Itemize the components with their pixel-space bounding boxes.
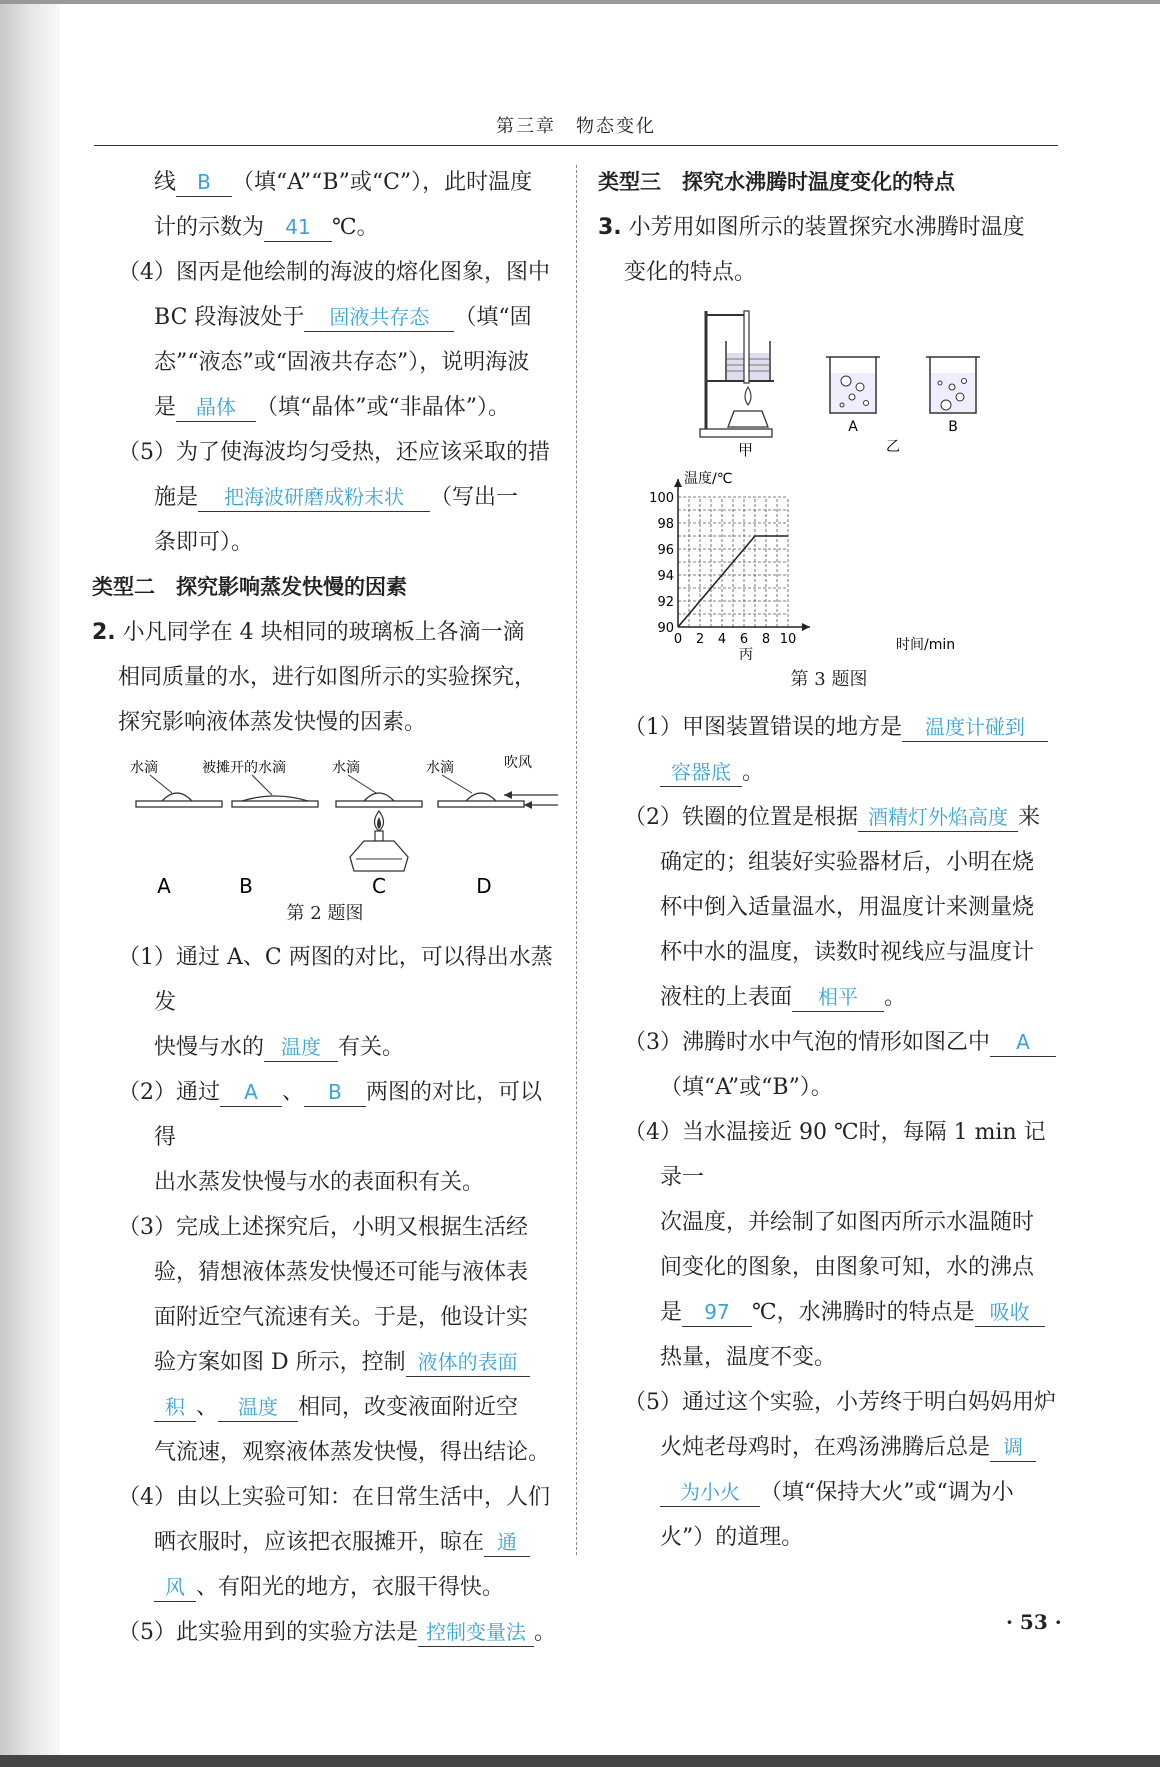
water-b [931,373,975,412]
section-heading-type2: 类型二 探究影响蒸发快慢的因素 [92,575,407,599]
answer-blank: A [990,1028,1056,1057]
fig3-label-a: A [848,419,858,435]
chart-xlabel: 时间/min [896,637,956,653]
water-drop-a [162,793,192,801]
y-tick-label: 90 [657,621,674,636]
right-column [598,160,1060,1560]
header-rule [94,145,1058,146]
figure-3-apparatus [598,301,1060,461]
answer-blank: 调 [990,1433,1036,1462]
x-tick-label: 4 [717,632,727,647]
fig3-label-jia: 甲 [738,441,754,459]
x-tick-label: 0 [673,632,683,647]
answer-blank: 控制变量法 [418,1618,534,1647]
answer-blank: 温度 [218,1393,298,1422]
label-blow-wind: 吹风 [504,755,532,771]
bubble-icon [962,379,967,384]
top-border [0,0,1160,4]
sub-q4: （4）由以上实验可知：在日常生活中，人们 晒衣服时，应该把衣服摊开，晾在 通 风 、有阳光的地方，衣服干得快。 [118,1485,550,1600]
alcohol-lamp-icon [350,841,408,871]
x-tick-label: 10 [779,632,797,647]
fig2-label-d: D [476,874,492,895]
answer-blank: 晶体 [176,393,256,422]
leader-line [348,775,376,793]
arrowhead-icon [504,791,512,799]
glass-plate-a [136,801,222,807]
water-drop-d [466,793,496,801]
bubble-icon [856,383,864,391]
y-axis-arrow-icon [674,479,682,487]
answer-blank: 把海波研磨成粉末状 [198,483,430,512]
sub-q5: （5）此实验用到的实验方法是 控制变量法 。 [118,1620,557,1645]
bubble-icon [949,384,955,390]
answer-blank: 吸收 [975,1298,1045,1327]
answer-blank: 固液共存态 [304,303,454,332]
x-tick-label: 8 [761,632,771,647]
y-tick-label: 100 [649,491,674,506]
page-number: · 53 · [1006,1610,1062,1634]
glass-plate-c [336,801,422,807]
y-tick-label: 92 [657,595,674,610]
fig3-label-b: B [948,419,958,435]
leader-line [252,775,272,795]
q1-cont-line1: 线 B （填“A”“B”或“C”），此时温度 [154,170,533,195]
fig2-label-a: A [157,874,171,895]
answer-blank: 通 [484,1528,530,1557]
q1-cont-line2: 计的示数为 41 ℃。 [154,215,379,240]
answer-blank: 容器底 [660,758,742,787]
leader-line [442,775,472,793]
bubble-icon [840,403,844,407]
arrowhead-icon [524,801,532,809]
sub-q3: （3）完成上述探究后，小明又根据生活经 验，猜想液体蒸发快慢还可能与液体表 面附近空气流速有关。于是，他设计实 验方案如图 D 所示，控制 液体的表面 积 、 温度 相同，改变液面附近空 气流速，观察液体蒸发快慢，得出结论。 [118,1215,551,1465]
answer-blank: 酒精灯外焰高度 [858,803,1018,832]
bubble-icon [841,376,851,386]
answer-blank: A [220,1078,282,1107]
section-heading-type3: 类型三 探究水沸腾时温度变化的特点 [598,170,955,194]
answer-blank: 相平 [792,983,884,1012]
figure-2-caption: 第 2 题图 [286,903,364,924]
running-header: 第三章 物态变化 [496,116,656,137]
answer-blank: 温度 [264,1033,338,1062]
answer-blank: 风 [154,1573,196,1602]
answer-blank: 97 [682,1298,752,1327]
x-tick-label: 2 [695,632,705,647]
fig3-label-yi: 乙 [886,439,900,455]
figure-2 [92,745,558,895]
x-tick-label: 6 [739,632,749,647]
y-tick-label: 98 [657,517,674,532]
label-spread-drop: 被摊开的水滴 [202,760,286,776]
sub-q3: （3）沸腾时水中气泡的情形如图乙中 A （填“A”或“B”）。 [598,1020,1060,1110]
sub-q4: （4）当水温接近 90 ℃时，每隔 1 min 记录一 次温度，并绘制了如图丙所示水温随时 间变化的图象，由图象可知，水的沸点 是 97 ℃，水沸腾时的特点是 吸收 热量，温度不变。 [624,1120,1046,1370]
fig3-label-bing: 丙 [739,647,753,661]
bubble-icon [938,381,942,385]
x-axis-arrow-icon [802,623,810,631]
bottom-border [0,1755,1160,1767]
thermometer-icon [744,311,749,383]
problem-3-stem: 3. 小芳用如图所示的装置探究水沸腾时温度 变化的特点。 [598,215,1025,285]
left-column [92,160,558,1655]
stand-base [700,429,772,437]
sub-q1: （1）甲图装置错误的地方是 温度计碰到 容器底 。 [598,705,1060,795]
bubble-icon [849,394,855,400]
page-edge-shadow [0,0,60,1767]
bubble-icon [956,393,964,401]
label-water-drop-d: 水滴 [426,760,454,776]
glass-plate-b [232,801,318,807]
bubble-icon [941,400,951,410]
answer-blank: B [176,168,232,197]
sub-q2: （2）通过 A 、 B 两图的对比，可以得 出水蒸发快慢与水的表面积有关。 [118,1080,543,1195]
sub-q5: （5）通过这个实验，小芳终于明白妈妈用炉 火炖老母鸡时，在鸡汤沸腾后总是 调 为小火 （填“保持大火”或“调为小 火”）的道理。 [624,1390,1056,1550]
label-water-drop-a: 水滴 [130,760,158,776]
lamp-wick-holder [375,831,383,841]
label-water-drop-c: 水滴 [332,760,360,776]
figure-3-caption: 第 3 题图 [790,669,868,690]
q4: （4）图丙是他绘制的海波的熔化图象，图中 BC 段海波处于 固液共存态 （填“固 态”“液态”或“固液共存态”），说明海波 是 晶体 （填“晶体”或“非晶体”）。 [118,260,550,420]
fig2-label-c: C [372,874,386,895]
water-a [831,373,875,412]
answer-blank: 41 [264,213,332,242]
glass-plate-d [438,801,524,807]
sub-q2: （2）铁圈的位置是根据 酒精灯外焰高度 来 确定的；组装好实验器材后，小明在烧 杯中倒入适量温水，用温度计来测量烧 杯中水的温度，读数时视线应与温度计 液柱的上表面 相平 。 [624,805,1041,1010]
chart-ylabel: 温度/℃ [684,471,733,487]
fig2-label-b: B [239,874,253,895]
sub-q1: （1）通过 A、C 两图的对比，可以得出水蒸发 快慢与水的 温度 有关。 [118,945,553,1060]
answer-blank: 积 [154,1393,196,1422]
leader-line [150,775,172,793]
answer-blank: 液体的表面 [406,1348,530,1377]
flame-icon [745,387,751,405]
answer-blank: B [304,1078,366,1107]
column-divider [576,165,577,1555]
y-tick-label: 94 [657,569,674,584]
alcohol-lamp-icon [728,411,768,427]
bubble-icon [864,401,869,406]
problem-2-stem: 2. 小凡同学在 4 块相同的玻璃板上各滴一滴 相同质量的水，进行如图所示的实验探究， 探究影响液体蒸发快慢的因素。 [92,620,537,735]
water-drop-spread [242,796,308,801]
answer-blank: 温度计碰到 [902,713,1048,742]
q5: （5）为了使海波均匀受热，还应该采取的措 施是 把海波研磨成粉末状 （写出一 条即可）。 [118,440,550,555]
figure-3-temperature-chart [598,461,1060,661]
y-tick-label: 96 [657,543,674,558]
answer-blank: 为小火 [660,1478,760,1507]
water-drop-c [364,793,394,801]
